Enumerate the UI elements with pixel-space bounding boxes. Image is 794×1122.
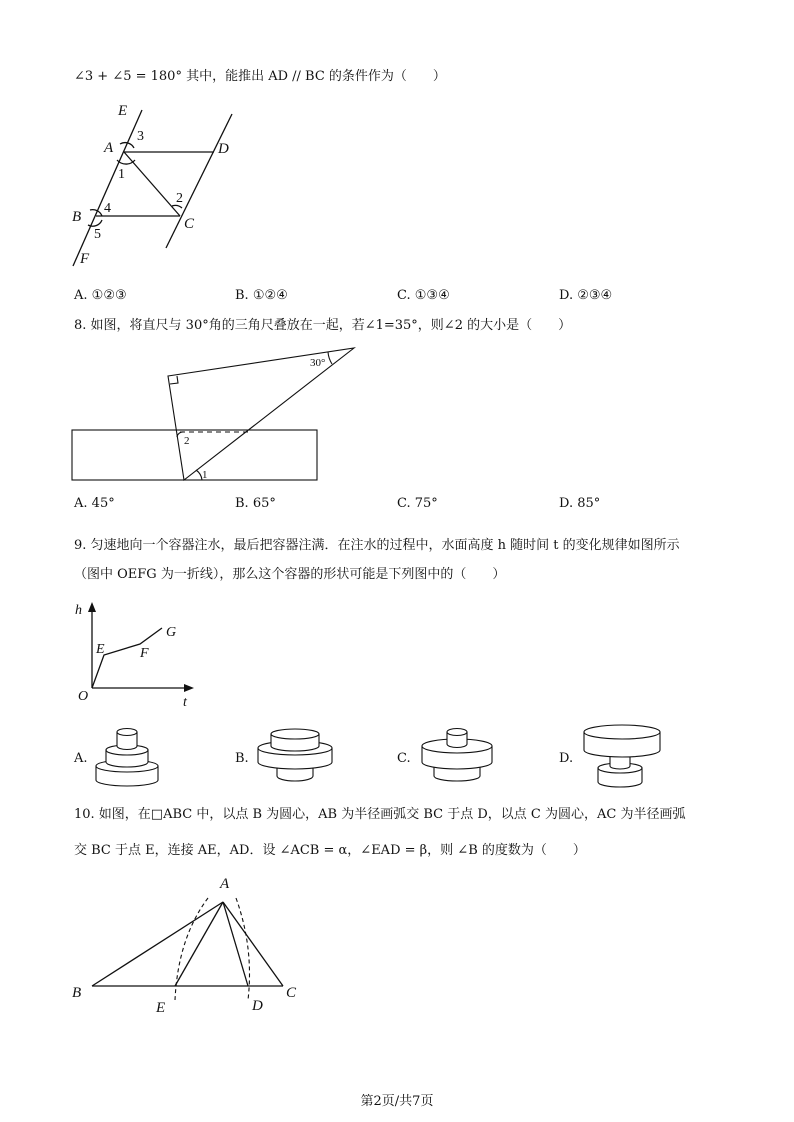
q9-option-b[interactable] (235, 750, 249, 768)
q9-label-E: E (96, 642, 105, 657)
q7-stem-tail: ∠3 + ∠5 = 180° 其中，能推出 AD // BC 的条件作为（ ） (74, 69, 446, 84)
q9-container-b-icon (254, 724, 336, 788)
option-text: ①③④ (414, 288, 450, 303)
option-text: ①②④ (252, 288, 288, 303)
q8-angle-1: 1 (202, 469, 208, 481)
q9-label-t: t (183, 695, 187, 710)
option-key: D. (559, 288, 574, 303)
option-key: A. (74, 496, 88, 511)
q9-stem-line1: 9. 匀速地向一个容器注水，最后把容器注满．在注水的过程中，水面高度 h 随时间 t 的变化规律如图所示 (74, 538, 680, 553)
option-key: D. (559, 751, 574, 766)
q7-parallel-lines-figure (60, 98, 250, 268)
option-text: 65° (252, 496, 276, 511)
q8-angle-2: 2 (184, 435, 190, 447)
option-text: 75° (414, 496, 438, 511)
q7-label-D: D (218, 141, 229, 157)
q7-angle-5: 5 (94, 227, 101, 242)
option-text: 85° (577, 496, 601, 511)
option-key: C. (397, 496, 411, 511)
q10-label-E: E (156, 1000, 166, 1016)
q7-label-E: E (118, 103, 128, 119)
q9-label-F: F (140, 646, 149, 661)
q7-angle-2: 2 (176, 191, 183, 206)
q8-option-d[interactable] (559, 495, 600, 513)
q7-option-c[interactable] (397, 287, 450, 305)
q10-label-D: D (252, 998, 263, 1014)
option-text: ②③④ (577, 288, 613, 303)
option-key: D. (559, 496, 574, 511)
q8-ruler-triangle-figure (68, 342, 368, 487)
q9-label-O: O (78, 689, 89, 704)
q8-angle-30: 30° (310, 357, 326, 369)
q9-option-d[interactable] (559, 750, 573, 768)
option-text: ①②③ (91, 288, 127, 303)
q9-label-h: h (75, 603, 82, 618)
q9-option-a[interactable] (74, 750, 88, 768)
q8-option-b[interactable] (235, 495, 276, 513)
q8-stem: 8. 如图，将直尺与 30°角的三角尺叠放在一起，若∠1=35°，则∠2 的大小是（ ） (74, 318, 572, 333)
q10-stem-line1: 10. 如图，在□ABC 中，以点 B 为圆心，AB 为半径画弧交 BC 于点 D，以点 C 为圆心，AC 为半径画弧 (74, 807, 686, 822)
q10-stem-line2: 交 BC 于点 E，连接 AE，AD．设 ∠ACB = α，∠EAD = β，则 ∠B 的度数为（ ） (74, 843, 586, 858)
option-key: B. (235, 751, 249, 766)
q9-height-time-graph (70, 598, 205, 710)
q7-label-C: C (184, 216, 195, 232)
q9-container-d-icon (580, 722, 666, 790)
q7-angle-4: 4 (104, 201, 111, 216)
q7-option-d[interactable] (559, 287, 612, 305)
q7-label-B: B (72, 209, 82, 225)
q7-label-F: F (80, 251, 90, 267)
q8-option-a[interactable] (74, 495, 115, 513)
option-key: A. (74, 751, 88, 766)
option-key: C. (397, 751, 411, 766)
q9-option-c[interactable] (397, 750, 411, 768)
option-key: B. (235, 288, 249, 303)
option-key: B. (235, 496, 249, 511)
q7-angle-3: 3 (137, 129, 144, 144)
q7-angle-1: 1 (118, 167, 125, 182)
option-text: 45° (91, 496, 115, 511)
q8-option-c[interactable] (397, 495, 438, 513)
q7-label-A: A (104, 140, 114, 156)
q9-container-a-icon (92, 722, 164, 790)
option-key: C. (397, 288, 411, 303)
page-number-footer: 第2页/共7页 (360, 1094, 434, 1109)
q9-label-G: G (166, 625, 177, 640)
q9-container-c-icon (418, 724, 496, 786)
q9-stem-line2: （图中 OEFG 为一折线），那么这个容器的形状可能是下列图中的（ ） (74, 567, 506, 582)
option-key: A. (74, 288, 88, 303)
q10-label-B: B (72, 985, 82, 1001)
q10-label-A: A (220, 876, 230, 892)
q10-label-C: C (286, 985, 297, 1001)
q7-option-b[interactable] (235, 287, 288, 305)
q7-option-a[interactable] (74, 287, 127, 305)
q10-triangle-arcs-figure (68, 868, 313, 1018)
